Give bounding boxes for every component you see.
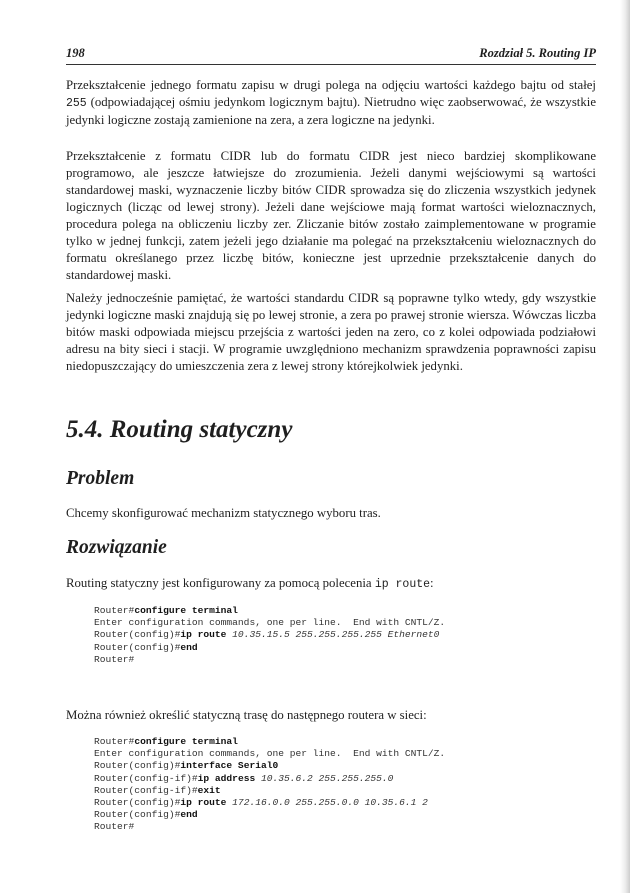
solution-intro (66, 575, 596, 593)
inline-code: ip route (374, 578, 431, 591)
code-line (94, 654, 574, 666)
code-line (94, 821, 574, 833)
code-command: configure terminal (134, 736, 238, 747)
code-prompt: Router(config-if)# (94, 784, 198, 796)
code-command: configure terminal (134, 605, 238, 616)
code-line (94, 760, 574, 772)
problem-text: Chcemy skonfigurować mechanizm statycznego wyboru tras. (66, 506, 381, 520)
paragraph-text: : (430, 576, 434, 590)
code-line (94, 773, 574, 785)
code-prompt: Router(config)# (94, 760, 181, 772)
code-prompt: Router(config)# (94, 641, 181, 653)
code-listing-next-hop-route (94, 736, 574, 834)
code-line (94, 617, 574, 629)
code-line (94, 797, 574, 809)
code-argument: 172.16.0.0 255.255.0.0 10.35.6.1 2 (226, 796, 428, 808)
chapter-title: Rozdział 5. Routing IP (479, 46, 596, 60)
paragraph-cidr-validity: Należy jednocześnie pamiętać, że wartości standardu CIDR są poprawne tylko wtedy, gdy wszystkie jedynki logiczne maski znajdują się po lewej stronie, a zera po prawej stronie wiersza. Wówczas liczba bitów maski odpowiada miejscu przejścia z wartości jeden na zero, co z kolei odpowiada podziałowi adresu na bity sieci i stacji. W programie uwzględniono mechanizm sprawdzenia poprawności zapisu niedopuszczający do umieszczenia zera z lewej strony którejkolwiek jedynki. (66, 291, 596, 373)
code-command: ip address (197, 772, 256, 784)
code-line (94, 748, 574, 760)
code-line (94, 736, 574, 748)
code-prompt: Router(config-if)# (94, 772, 198, 784)
code-prompt: Router# (94, 653, 135, 665)
code-command: ip route (180, 629, 227, 641)
code-argument: 10.35.6.2 255.255.255.0 (255, 772, 394, 784)
page-number: 198 (66, 46, 85, 60)
section-heading: 5.4. Routing statyczny (66, 416, 293, 443)
code-line (94, 785, 574, 797)
code-command: exit (197, 784, 221, 796)
code-argument: 10.35.15.5 255.255.255.255 Ethernet0 (226, 629, 440, 641)
code-prompt: Router# (94, 736, 135, 747)
code-line (94, 605, 574, 617)
paragraph-text: Przekształcenie jednego formatu zapisu w drugi polega na odjęciu wartości każdego bajtu od stałej (66, 78, 596, 92)
code-line (94, 809, 574, 821)
next-hop-text: Można również określić statyczną trasę do następnego routera w sieci: (66, 708, 427, 722)
running-header (66, 46, 596, 65)
paragraph-mask-conversion (66, 77, 596, 129)
code-command: end (180, 809, 198, 821)
code-listing-static-route (94, 605, 574, 666)
code-prompt: Router(config)# (94, 809, 181, 821)
code-line (94, 629, 574, 641)
problem-heading: Problem (66, 468, 135, 489)
code-prompt: Enter configuration commands, one per line. End with CNTL/Z. (94, 748, 446, 760)
code-line (94, 642, 574, 654)
code-prompt: Enter configuration commands, one per line. End with CNTL/Z. (94, 617, 446, 629)
code-command: end (180, 641, 198, 653)
paragraph-text: (odpowiadającej ośmiu jedynkom logicznym bajtu). Nietrudno więc zaobserwować, że wszystkie jedynki logiczne zostają zamienione na zera, a zera logiczne na jedynki. (66, 95, 596, 127)
paragraph-cidr-conversion: Przekształcenie z formatu CIDR lub do formatu CIDR jest nieco bardziej skomplikowane programowo, ale jeszcze łatwiejsze do zrozumienia. Jeżeli danymi wejściowymi są wartości standardowej maski, wyznaczenie liczby bitów CIDR sprowadza się do zliczenia wszystkich jedynek logicznych (licząc od lewej strony). Jeżeli dane wejściowe mają format wartości wieloznacznych, procedura polega na obliczeniu liczby zer. Zliczanie bitów zostało zaimplementowane w programie tylko w jednej funkcji, zatem jeżeli jego działanie ma polegać na przekształceniu wieloznacznych do formatu określanego przez liczbę bitów, konieczne jest uprzednie przekształcenie danych do standardowej maski. (66, 149, 596, 282)
code-prompt: Router(config)# (94, 629, 181, 641)
code-prompt: Router(config)# (94, 796, 181, 808)
code-command: interface Serial0 (180, 760, 279, 772)
solution-heading: Rozwiązanie (66, 537, 167, 558)
paragraph-text: Routing statyczny jest konfigurowany za pomocą polecenia (66, 576, 375, 590)
page-spine-shadow (620, 0, 630, 893)
code-prompt: Router# (94, 605, 135, 616)
inline-code: 255 (66, 97, 87, 110)
code-prompt: Router# (94, 821, 135, 833)
code-command: ip route (180, 796, 227, 808)
